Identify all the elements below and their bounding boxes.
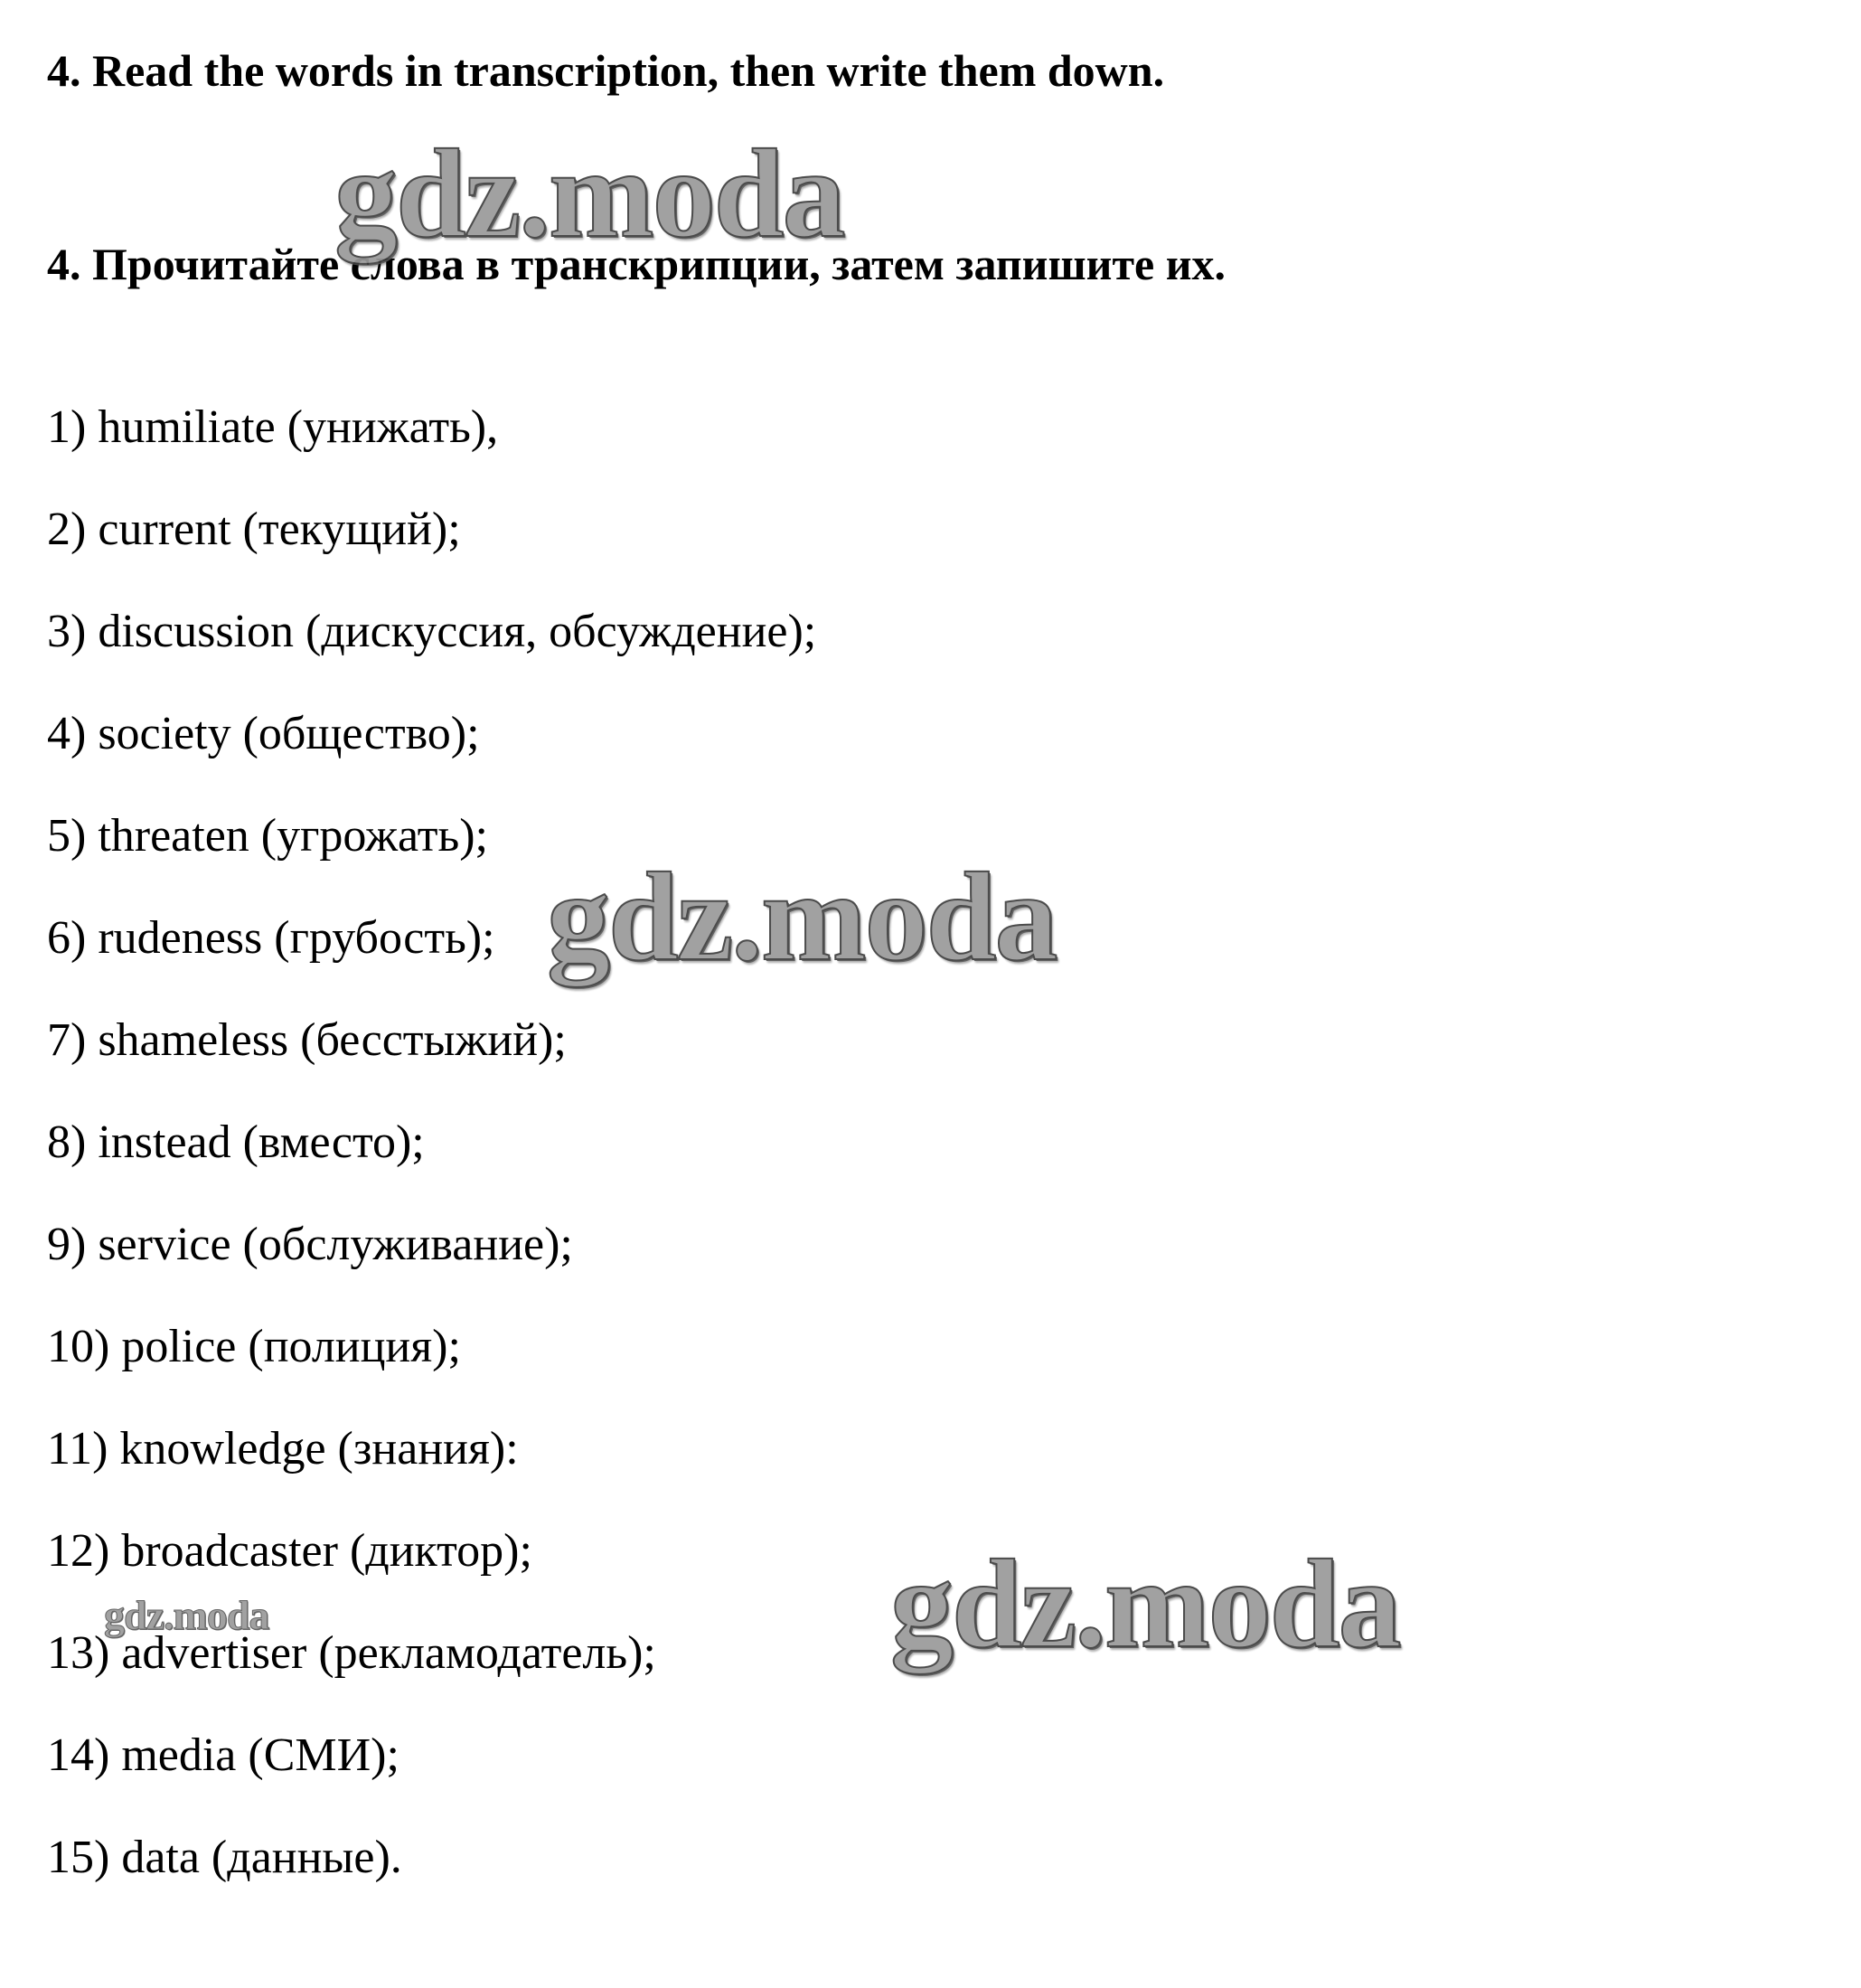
watermark: gdz.moda xyxy=(547,847,1057,987)
answer-item-13: 13) advertiser (рекламодатель); xyxy=(47,1627,656,1679)
answer-item-4: 4) society (общество); xyxy=(47,708,480,759)
answer-item-5: 5) threaten (угрожать); xyxy=(47,810,488,862)
answer-item-7: 7) shameless (бесстыжий); xyxy=(47,1014,567,1066)
answer-item-14: 14) media (СМИ); xyxy=(47,1729,399,1781)
watermark-small: gdz.moda xyxy=(104,1592,269,1638)
task-heading-english: 4. Read the words in transcription, then write them down. xyxy=(47,45,1165,96)
answer-item-8: 8) instead (вместо); xyxy=(47,1116,425,1168)
answer-item-3: 3) discussion (дискуссия, обсуждение); xyxy=(47,606,817,657)
answer-item-2: 2) current (текущий); xyxy=(47,504,461,555)
answer-item-11: 11) knowledge (знания): xyxy=(47,1423,519,1475)
answer-item-1: 1) humiliate (унижать), xyxy=(47,401,499,453)
answer-item-9: 9) service (обслуживание); xyxy=(47,1219,573,1270)
task-heading-russian: 4. Прочитайте слова в транскрипции, затем запишите их. xyxy=(47,239,1227,289)
watermark: gdz.moda xyxy=(890,1534,1400,1674)
answer-item-12: 12) broadcaster (диктор); xyxy=(47,1525,532,1577)
answer-item-6: 6) rudeness (грубость); xyxy=(47,912,495,964)
answer-item-10: 10) police (полиция); xyxy=(47,1321,461,1372)
answer-item-15: 15) data (данные). xyxy=(47,1832,402,1883)
watermark: gdz.moda xyxy=(334,124,844,264)
